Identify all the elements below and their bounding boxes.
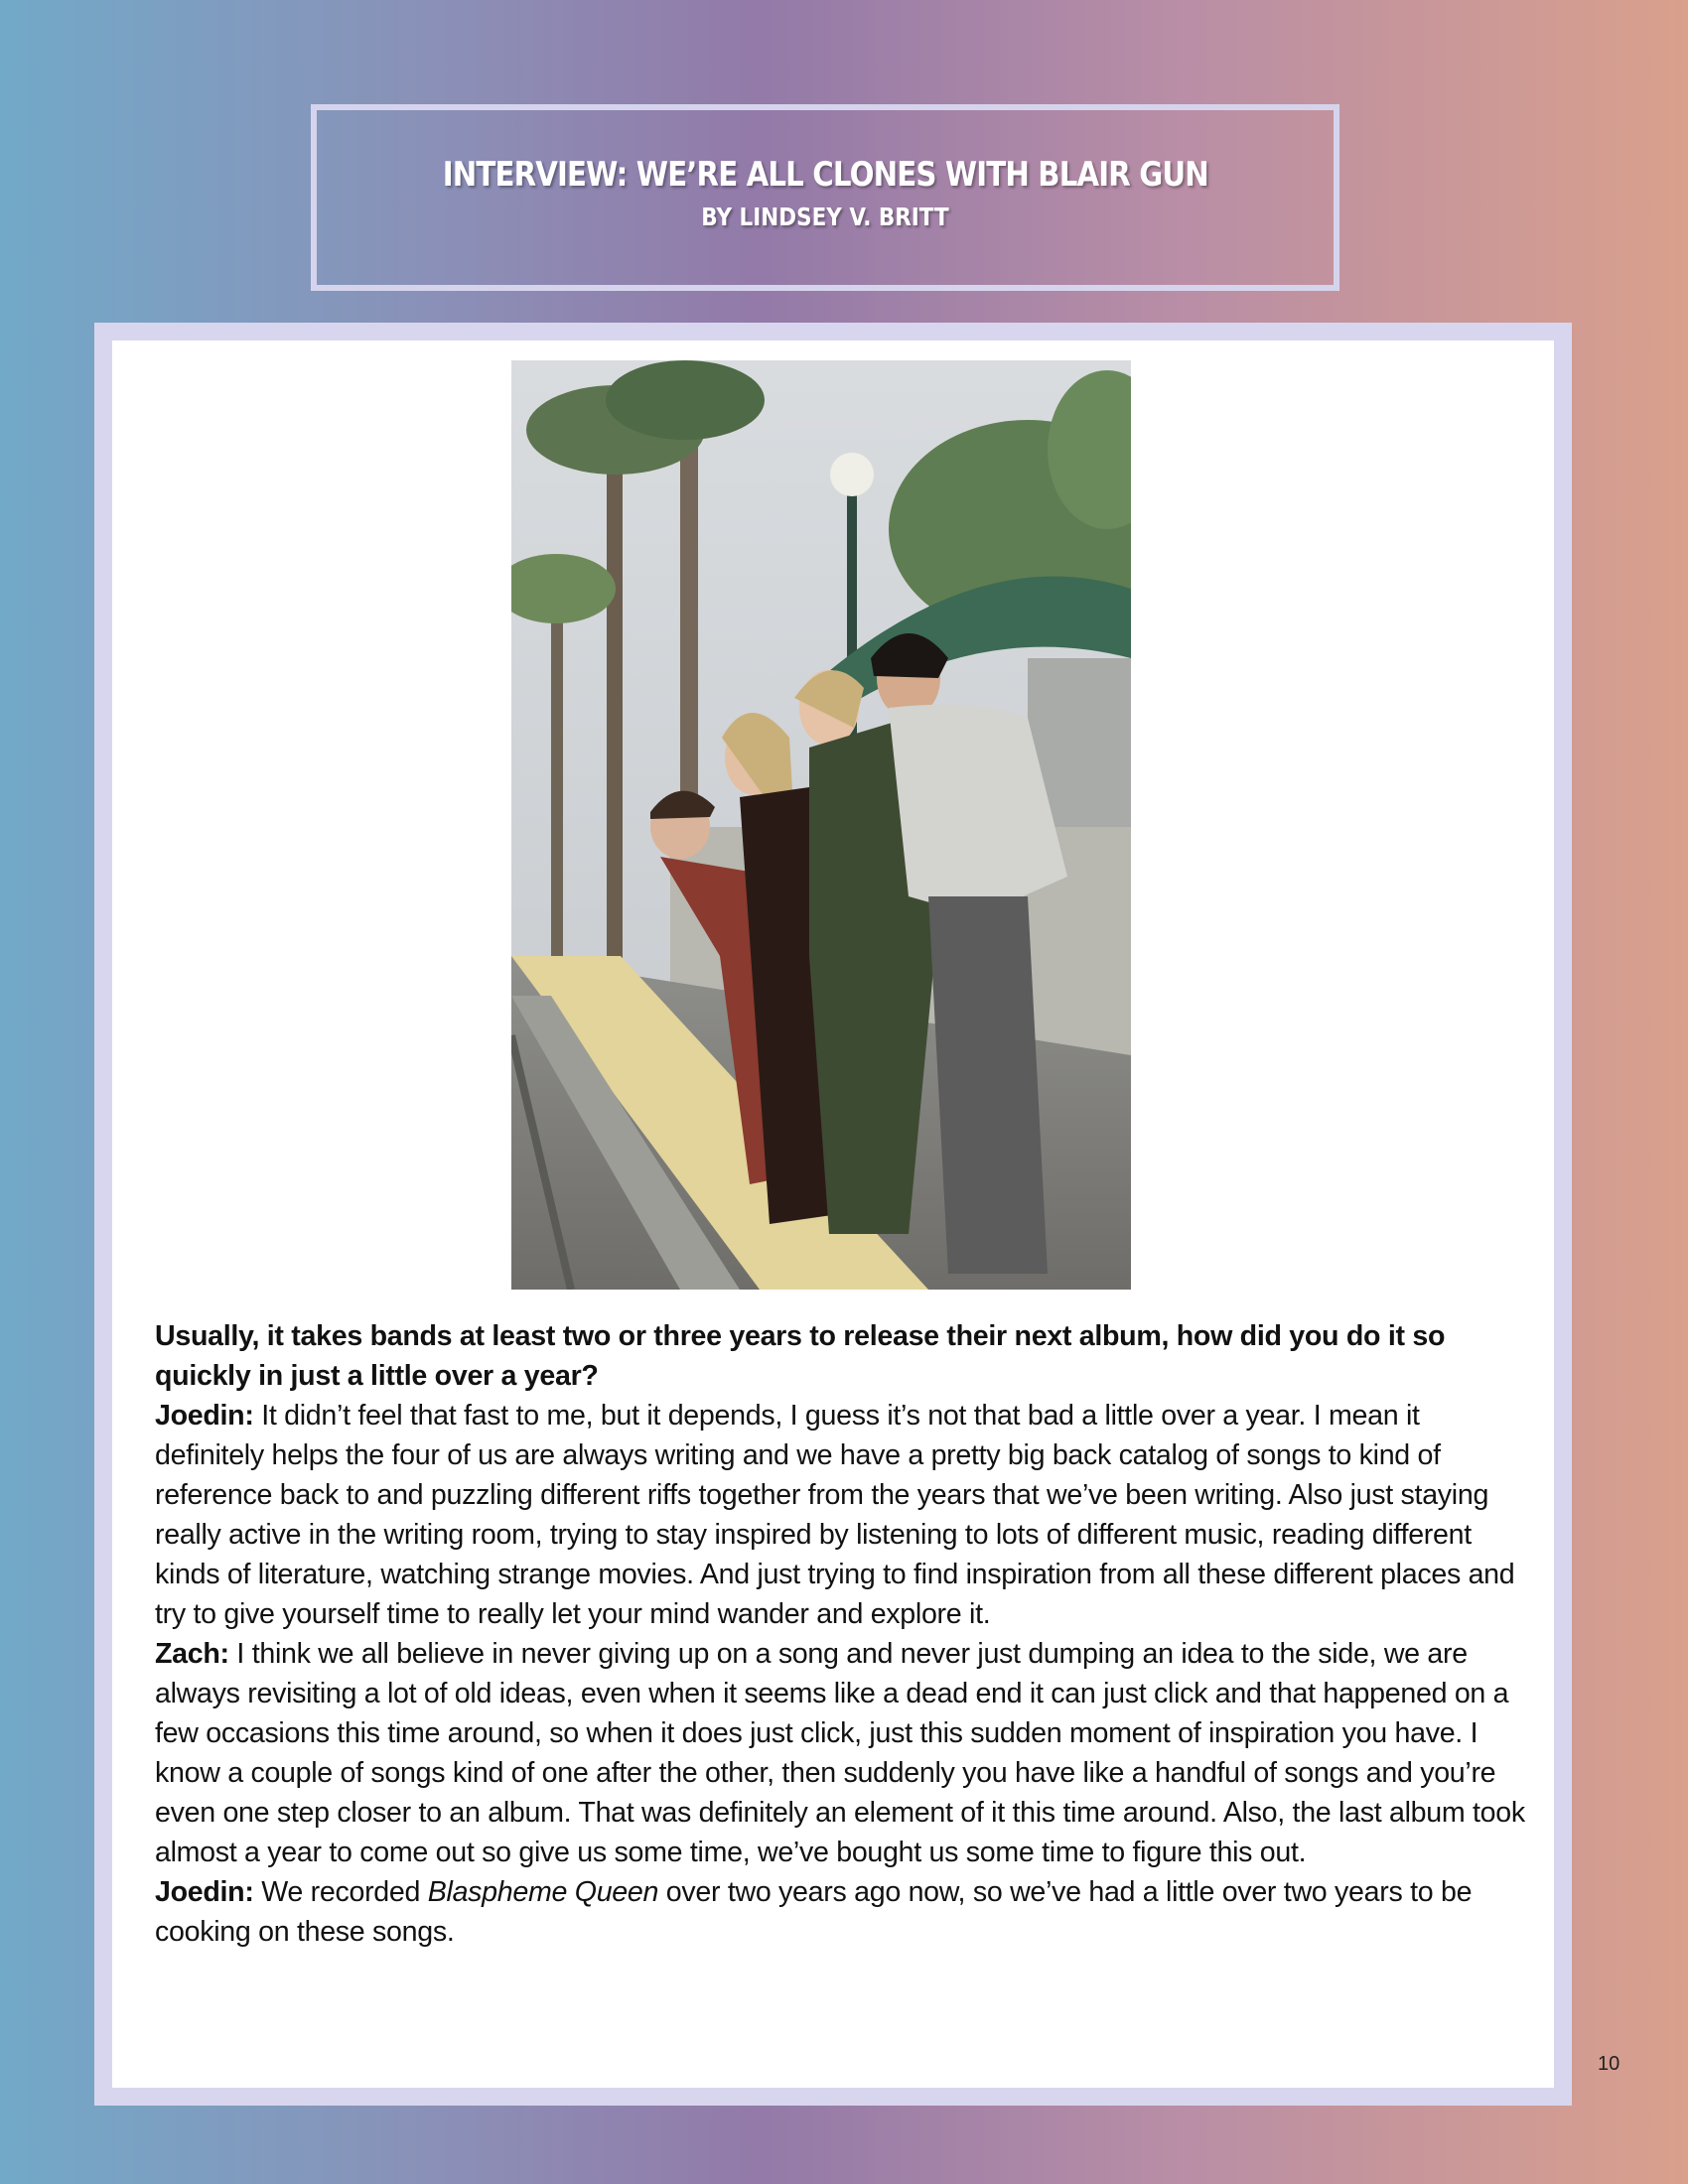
answer-text: It didn’t feel that fast to me, but it depends, I guess it’s not that bad a little over a year. I mean it definitely helps the four of us are always writing and we have a pretty big back catalog of songs to kind of reference back to and puzzling different riffs together from the years that we’ve been writing. Also just staying really active in the writing room, trying to stay inspired by listening to lots of different music, reading different kinds of literature, watching strange movies. And just trying to find inspiration from all these different places and try to give yourself time to really let your mind wander and explore it.	[155, 1400, 1515, 1630]
title-box	[311, 104, 1339, 291]
answer-text: over two years ago now, so we’ve had a little over two years to be cooking on these songs.	[155, 1876, 1473, 1948]
band-photo-illustration	[511, 360, 1131, 1290]
answer-paragraph	[155, 1872, 1525, 1952]
page-number: 10	[1598, 2053, 1620, 2075]
album-title: Blaspheme Queen	[427, 1876, 659, 1908]
speaker-label: Joedin:	[155, 1400, 254, 1432]
answer-text: We recorded	[253, 1876, 428, 1908]
content-panel	[112, 341, 1554, 2088]
band-photo-image	[511, 360, 1131, 1290]
article-body	[155, 1316, 1525, 1952]
answer-paragraph	[155, 1396, 1525, 1634]
answer-paragraph	[155, 1634, 1525, 1872]
content-frame	[94, 323, 1572, 2106]
speaker-label: Joedin:	[155, 1876, 254, 1908]
article-byline: BY LINDSEY V. BRITT	[701, 202, 949, 231]
article-title: INTERVIEW: WE’RE ALL CLONES WITH BLAIR GUN	[442, 154, 1208, 195]
answer-text: I think we all believe in never giving up on a song and never just dumping an idea to the side, we are always revisiting a lot of old ideas, even when it seems like a dead end it can just click and that happened on a few occasions this time around, so when it does just click, just this sudden moment of inspiration you have. I know a couple of songs kind of one after the other, then suddenly you have like a handful of songs and you’re even one step closer to an album. That was definitely an element of it this time around. Also, the last album took almost a year to come out so give us some time, we’ve bought us some time to figure this out.	[155, 1638, 1525, 1868]
interview-question: Usually, it takes bands at least two or three years to release their next album, how did you do it so quickly in just a little over a year?	[155, 1320, 1446, 1392]
speaker-label: Zach:	[155, 1638, 229, 1670]
